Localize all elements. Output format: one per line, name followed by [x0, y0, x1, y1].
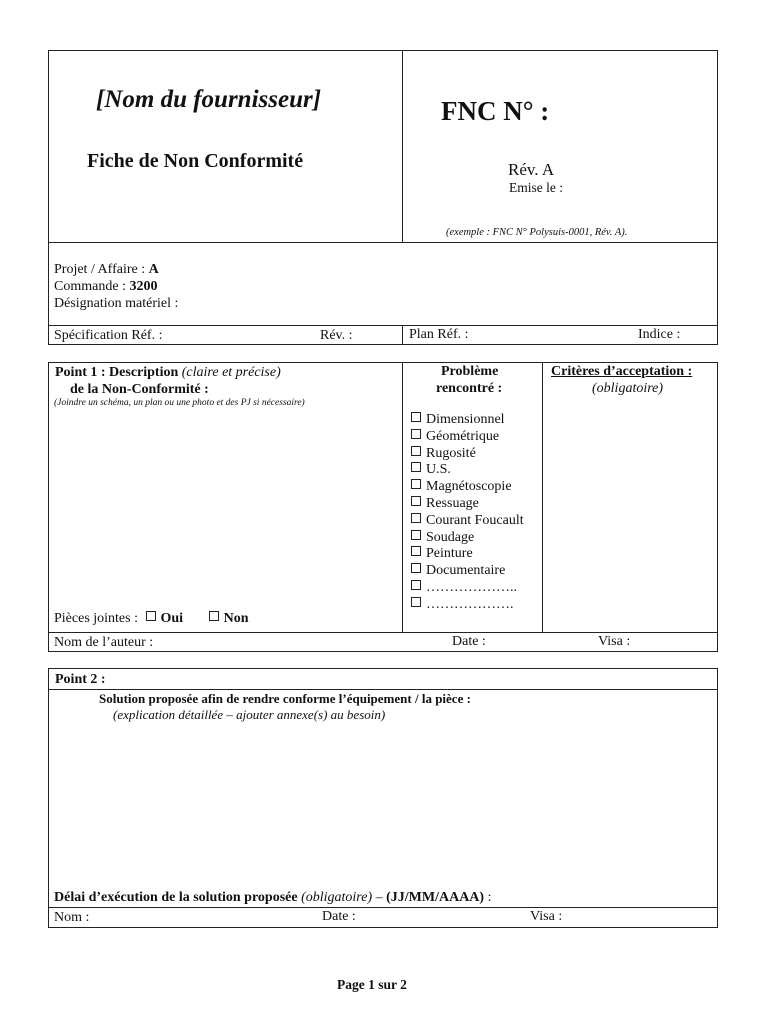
attachments-label: Pièces jointes :: [54, 611, 138, 626]
problem-header-line2: rencontré :: [436, 381, 503, 396]
point1-subtitle: de la Non-Conformité :: [70, 382, 209, 397]
fnc-number-label: FNC N° :: [441, 96, 550, 126]
problem-option-label: Soudage: [426, 529, 475, 545]
order-label: Commande :: [54, 279, 130, 294]
checkbox-icon[interactable]: [209, 611, 219, 621]
problem-option-label: U.S.: [426, 462, 451, 478]
project-label: Projet / Affaire :: [54, 262, 149, 277]
point1-title: Point 1 : Description: [55, 365, 179, 380]
point1-visa-label: Visa :: [598, 634, 631, 649]
point2-date-label: Date :: [322, 909, 356, 924]
point1-title-line: [55, 365, 281, 381]
problem-option[interactable]: [411, 563, 524, 580]
point1-attach-hint: (Joindre un schéma, un plan ou une photo et des PJ si nécessaire): [54, 398, 305, 408]
criteria-hint: (obligatoire): [592, 381, 664, 396]
point1-divider-left: [402, 362, 403, 632]
checkbox-icon[interactable]: [411, 496, 421, 506]
problem-option-label: Magnétoscopie: [426, 479, 512, 495]
order-value: 3200: [129, 279, 158, 294]
checkbox-icon[interactable]: [411, 513, 421, 523]
problem-option[interactable]: [411, 462, 524, 479]
supplier-name: [Nom du fournisseur]: [96, 86, 322, 113]
revision-label: Rév. A: [508, 160, 555, 179]
fnc-example-note: (exemple : FNC N° Polysuis-0001, Rév. A).: [446, 227, 628, 238]
problem-option-label: Géométrique: [426, 428, 500, 444]
checkbox-icon[interactable]: [411, 563, 421, 573]
problem-option[interactable]: [411, 546, 524, 563]
problem-header-line1: Problème: [441, 364, 499, 379]
point2-bottom-line: [48, 907, 718, 908]
checkbox-icon[interactable]: [146, 611, 156, 621]
problem-option-label: Rugosité: [426, 445, 476, 461]
project-value: A: [148, 262, 159, 277]
checkbox-icon[interactable]: [411, 597, 421, 607]
point2-title: Point 2 :: [55, 672, 106, 687]
header-divider: [402, 50, 403, 242]
problem-option-label: Peinture: [426, 546, 473, 562]
attachments-no-label: Non: [223, 611, 249, 626]
problem-option[interactable]: [411, 446, 524, 463]
problem-option-label: ………………..: [426, 579, 517, 595]
plan-ref-label: Plan Réf. :: [409, 327, 469, 342]
checkbox-icon[interactable]: [411, 446, 421, 456]
checkbox-icon[interactable]: [411, 546, 421, 556]
plan-index-label: Indice :: [638, 327, 681, 342]
project-line: [54, 262, 159, 278]
problem-option[interactable]: [411, 429, 524, 446]
deadline-colon: :: [487, 890, 492, 905]
header-bottom-line: [48, 242, 718, 243]
deadline-dash: –: [375, 890, 383, 905]
checkbox-icon[interactable]: [411, 580, 421, 590]
criteria-header: Critères d’acceptation :: [551, 364, 693, 379]
order-line: [54, 279, 157, 295]
deadline-format: (JJ/MM/AAAA): [386, 890, 485, 905]
spec-ref-label: Spécification Réf. :: [54, 328, 163, 343]
problem-option-label: Courant Foucault: [426, 512, 524, 528]
deadline-line: [54, 890, 491, 906]
point1-title-hint: (claire et précise): [181, 365, 281, 380]
checkbox-icon[interactable]: [411, 462, 421, 472]
point1-bottom-line: [48, 632, 718, 633]
problem-option-label: Dimensionnel: [426, 412, 505, 427]
attachments-yes-label: Oui: [160, 611, 184, 626]
author-name-label: Nom de l’auteur :: [54, 635, 154, 650]
problem-option[interactable]: [411, 580, 524, 597]
problem-option[interactable]: [411, 496, 524, 513]
problem-option[interactable]: [411, 597, 524, 614]
issued-date-label: Emise le :: [509, 180, 563, 195]
solution-label: Solution proposée afin de rendre conforme l’équipement / la pièce :: [99, 691, 471, 706]
deadline-hint: (obligatoire): [301, 890, 373, 905]
deadline-label: Délai d’exécution de la solution proposée: [54, 890, 298, 905]
page-number: Page 1 sur 2: [337, 977, 407, 992]
spec-rev-label: Rév. :: [320, 328, 353, 343]
problem-option[interactable]: [411, 412, 524, 429]
checkbox-icon[interactable]: [411, 429, 421, 439]
point2-visa-label: Visa :: [530, 909, 563, 924]
solution-hint: (explication détaillée – ajouter annexe(s) au besoin): [113, 707, 386, 722]
problem-option[interactable]: [411, 513, 524, 530]
attachments-line: [54, 611, 248, 627]
form-title: Fiche de Non Conformité: [87, 150, 304, 172]
point2-title-line: [48, 689, 718, 690]
point1-divider-right: [542, 362, 543, 632]
problem-checklist: [411, 412, 524, 614]
checkbox-icon[interactable]: [411, 479, 421, 489]
point1-date-label: Date :: [452, 634, 486, 649]
problem-option-label: Documentaire: [426, 563, 506, 579]
checkbox-icon[interactable]: [411, 530, 421, 540]
checkbox-icon[interactable]: [411, 412, 421, 422]
spec-row-line: [48, 325, 718, 326]
problem-option-label: ……………….: [426, 596, 514, 612]
problem-option-label: Ressuage: [426, 495, 479, 511]
point2-name-label: Nom :: [54, 910, 90, 925]
material-designation-label: Désignation matériel :: [54, 296, 179, 311]
spec-row-divider: [402, 325, 403, 345]
problem-option[interactable]: [411, 479, 524, 496]
problem-option[interactable]: [411, 530, 524, 547]
